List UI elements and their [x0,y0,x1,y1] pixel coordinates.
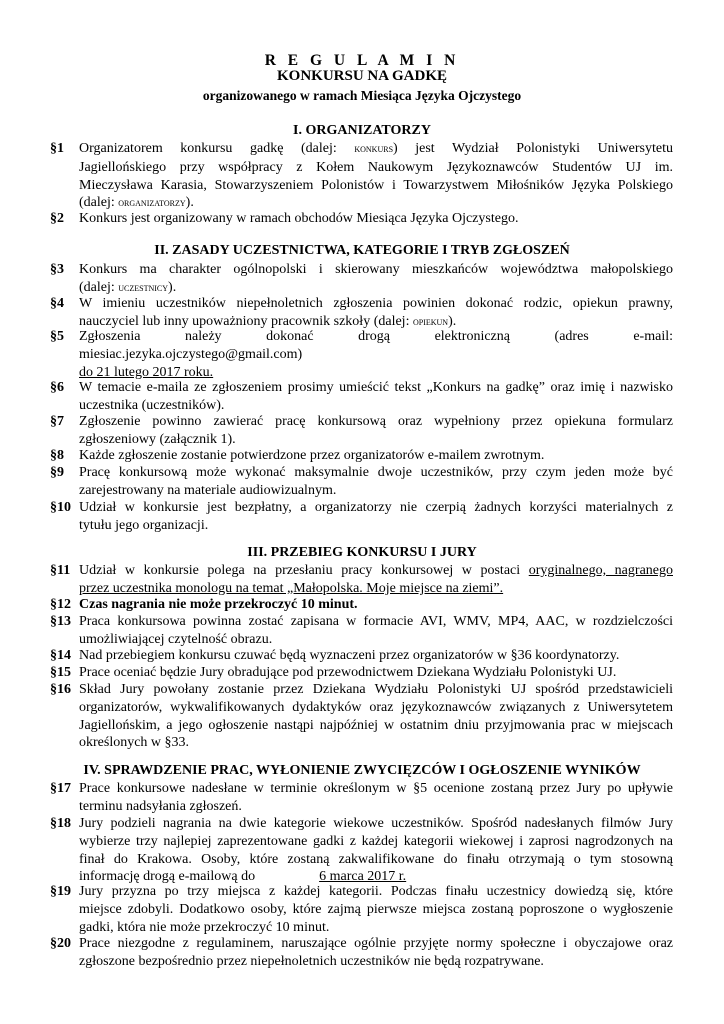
paragraph-number: §16 [50,682,71,697]
paragraph-text: Każde zgłoszenie zostanie potwierdzone przez organizatorów e-mailem zwrotnym. [79,448,545,463]
paragraph-number: §18 [50,816,71,831]
paragraph-number: §20 [50,936,71,951]
paragraph-text: Prace niezgodne z regulaminem, naruszające ogólnie przyjęte normy społeczne i obyczajowe oraz zgłoszone bezpośrednio przez niepełnoletnich uczestników nie będą rozpatrywane. [79,936,673,969]
section-heading-results: IV. SPRAWDZENIE PRAC, WYŁONIENIE ZWYCIĘZCÓW I OGŁOSZENIE WYNIKÓW [83,763,641,778]
paragraph-text: Prace oceniać będzie Jury obradujące pod przewodnictwem Dziekana Wydziału Polonistyki UJ. [79,665,617,680]
paragraph-text: Konkurs jest organizowany w ramach obchodów Miesiąca Języka Ojczystego. [79,211,519,226]
paragraph-number: §10 [50,500,71,515]
paragraph-number: §8 [50,448,64,463]
paragraph-text: Pracę konkursową może wykonać maksymalnie dwoje uczestników, przy czym jeden może być zarejestrowany na materiale audiowizualnym. [79,465,673,498]
section-heading-jury: III. PRZEBIEG KONKURSU I JURY [247,545,477,560]
paragraph-text: Czas nagrania nie może przekroczyć 10 minut. [79,597,358,612]
paragraph-text: Udział w konkursie jest bezpłatny, a organizatorzy nie czerpią żadnych korzyści materialnych z tytułu jego organizacji. [79,500,673,533]
paragraph-text: Prace konkursowe nadesłane w terminie określonym w §5 ocenione zostaną przez Jury po upływie terminu nadsyłania zgłoszeń. [79,781,673,814]
paragraph-text: W imieniu uczestników niepełnoletnich zgłoszenia powinien dokonać rodzic, opiekun prawny, nauczyciel lub inny upoważniony pracownik szkoły (dalej: opiekun). [79,296,673,329]
paragraph-number: §15 [50,665,71,680]
paragraph-number: §11 [50,563,71,578]
paragraph-text: Zgłoszenia należy dokonać drogą elektroniczną (adres e-mail: miesiac.jezyka.ojczystego@gmail.com) do 21 lutego 2017 roku. [79,329,673,380]
section-heading-organizers: I. ORGANIZATORZY [293,123,431,138]
paragraph-number: §12 [50,597,71,612]
paragraph-number: §1 [50,141,64,156]
section-heading-participation: II. ZASADY UCZESTNICTWA, KATEGORIE I TRYB ZGŁOSZEŃ [154,243,570,258]
paragraph-number: §6 [50,380,64,395]
paragraph-number: §4 [50,296,64,311]
email-address: miesiac.jezyka.ojczystego@gmail.com) [79,346,303,362]
paragraph-text: Konkurs ma charakter ogólnopolski i skierowany mieszkańców województwa małopolskiego (dalej: uczestnicy). [79,262,673,295]
document-subtitle: KONKURSU NA GADKĘ [276,68,448,84]
paragraph-text: Skład Jury powołany zostanie przez Dziekana Wydziału Polonistyki UJ spośród przedstawicieli organizatorów, wykwalifikowanych dydaktyków oraz językoznawców związanych z Uniwersytetem Jagiellońskim, a jego ogłoszenie nastąpi najpóźniej w ostatnim dniu przyjmowania prac w miejscach określonych w §33. [79,682,673,751]
paragraph-number: §3 [50,262,64,277]
paragraph-number: §13 [50,614,71,629]
paragraph-text: Jury przyzna po trzy miejsca z każdej kategorii. Podczas finału uczestnicy dowiedzą się, które miejsce zdobyli. Dodatkowo osoby, które zajmą pierwsze miejsca zostaną poproszone o wygłoszenie gadki, która nie może przekroczyć 10 minut. [79,884,673,935]
paragraph-text: Praca konkursowa powinna zostać zapisana w formacie AVI, WMV, MP4, AAC, w rozdzielczości umożliwiającej czytelność obrazu. [79,614,673,647]
paragraph-number: §14 [50,648,71,663]
paragraph-text: Zgłoszenie powinno zawierać pracę konkursową oraz wypełniony przez opiekuna formularz zgłoszeniowy (załącznik 1). [79,414,673,447]
paragraph-number: §17 [50,781,71,796]
deadline-date: do 21 lutego 2017 roku. [79,364,214,380]
paragraph-text: Organizatorem konkursu gadkę (dalej: konkurs) jest Wydział Polonistyki Uniwersytetu Jagiellońskiego przy współpracy z Kołem Naukowym Językoznawców Studentów UJ im. Mieczysława Karasia, Stowarzyszeniem Polonistów i Towarzystwem Miłośników Języka Polskiego (dalej: organizatorzy). [79,141,673,211]
paragraph-text: Nad przebiegiem konkursu czuwać będą wyznaczeni przez organizatorów w §36 koordynatorzy. [79,648,620,663]
paragraph-number: §9 [50,465,64,480]
paragraph-number: §7 [50,414,64,429]
document-title: R E G U L A M I N [264,52,460,69]
paragraph-text: W temacie e-maila ze zgłoszeniem prosimy umieścić tekst „Konkurs na gadkę” oraz imię i nazwisko uczestnika (uczestników). [79,380,673,413]
paragraph-number: §19 [50,884,71,899]
paragraph-number: §5 [50,329,64,344]
paragraph-text: Udział w konkursie polega na przesłaniu pracy konkursowej w postaci oryginalnego, nagranego przez uczestnika monologu na temat „Małopolska. Moje miejsce na ziemi”. [79,563,673,596]
paragraph-text: Jury podzieli nagrania na dwie kategorie wiekowe uczestników. Spośród nadesłanych filmów Jury wybierze trzy najlepiej zaprezentowane gadki z każdej kategorii wiekowej i zaprosi nagrodzonych na finał do Krakowa. Osoby, które zostaną zakwalifikowane do finału otrzymają o tym stosowną informację drogą e-mailową do 6 marca 2017 r. [79,816,673,885]
notification-date: 6 marca 2017 r. [319,869,407,885]
document-subtitle-2: organizowanego w ramach Miesiąca Języka Ojczystego [202,88,522,103]
paragraph-number: §2 [50,211,64,226]
